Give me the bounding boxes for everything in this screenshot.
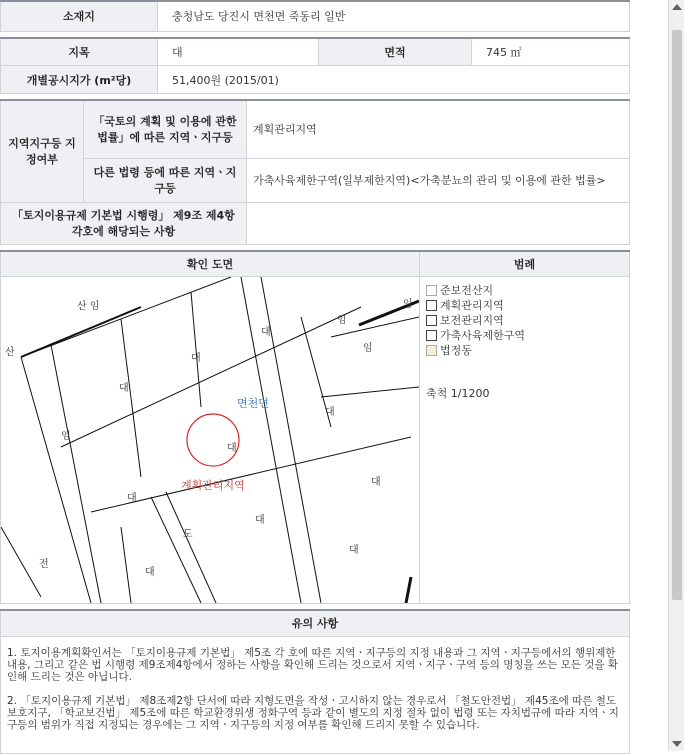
- cadastral-map[interactable]: [1, 277, 420, 604]
- location-table: [0, 0, 630, 32]
- price-value: 51,400원 (2015/01): [158, 66, 630, 94]
- map-label-dae-5: 대: [227, 443, 237, 454]
- legend-swatch-3: [426, 315, 437, 326]
- notice-item-2: 2. 「토지이용규제 기본법」 제8조제2항 단서에 따라 지형도면을 작성ㆍ고시하지 않는 경우로서 「철도안전법」 제45조에 따른 철도보호지구, 「학교보건법」 제5조에 따른 학교환경위생 정화구역 등과 같이 별도의 지정 절차 없이 법령 또는 자치법규에 따라 지역ㆍ지구등의 범위가 직접 지정되는 경우에는 그 지역ㆍ지구등의 지정 여부를 확인해 드리지 못할 수 있습니다.: [7, 694, 619, 731]
- national-law-label: 「국토의 계획 및 이용에 관한 법률」에 따른 지역ㆍ지구등: [84, 100, 247, 158]
- legend-label-4: 가축사육제한구역: [440, 329, 526, 342]
- map-label-dae-10: 대: [349, 545, 359, 556]
- map-label-dae-8: 대: [255, 515, 265, 526]
- map-label-im-right: 임: [363, 343, 373, 354]
- scroll-up-icon[interactable]: [672, 4, 682, 10]
- map-label-dae-6: 대: [371, 477, 381, 488]
- legend-label-5: 법정동: [440, 344, 472, 357]
- legend-label-2: 계획관리지역: [440, 299, 504, 312]
- location-value: 충청남도 당진시 면천면 죽동리 일반: [158, 1, 630, 31]
- legend-panel: [420, 277, 630, 604]
- legend-item-5: [426, 343, 623, 358]
- area-value: 745 ㎡: [472, 38, 630, 66]
- map-scale: 축척 1/1200: [426, 387, 490, 400]
- map-label-dae-3: 대: [119, 383, 129, 394]
- map-label-do: 도: [183, 529, 193, 540]
- legend-swatch-1: [426, 285, 437, 296]
- other-law-label: 다른 법령 등에 따른 지역ㆍ지구등: [84, 158, 247, 202]
- map-label-san: 산: [5, 347, 15, 358]
- map-table: [0, 250, 630, 605]
- map-label-zone: 계획관리지역: [181, 479, 245, 492]
- map-label-dae-2: 대: [191, 353, 201, 364]
- category-value: 대: [158, 38, 319, 66]
- legend-swatch-2: [426, 300, 437, 311]
- price-label: 개별공시지가 (m²당): [1, 66, 158, 94]
- map-label-im-mid: 임: [337, 315, 347, 326]
- map-label-dae-7: 대: [127, 493, 137, 504]
- map-label-san-im: 산 임: [77, 301, 100, 312]
- vertical-scrollbar[interactable]: [668, 0, 684, 751]
- map-label-dong: 면천면: [237, 397, 269, 410]
- scroll-down-icon[interactable]: [672, 741, 682, 747]
- area-label: 면적: [319, 38, 472, 66]
- article-value: [247, 202, 630, 244]
- location-label: 소재지: [1, 1, 158, 31]
- zoning-group-label: 지역지구등 지정여부: [1, 100, 84, 202]
- national-law-value: 계획관리지역: [247, 100, 630, 158]
- legend-item-4: [426, 328, 623, 343]
- map-label-dae-1: 대: [261, 327, 271, 338]
- land-info-table: [0, 37, 630, 95]
- legend-label-1: 준보전산지: [440, 284, 494, 297]
- map-label-dae-9: 대: [145, 567, 155, 578]
- legend-label-3: 보전관리지역: [440, 314, 504, 327]
- map-label-im-top-right: 임: [403, 299, 413, 310]
- zoning-table: [0, 99, 630, 245]
- map-label-dae-4: 대: [325, 407, 335, 418]
- legend-swatch-5: [426, 345, 437, 356]
- legend-item-1: [426, 283, 623, 298]
- notice-item-1: 1. 토지이용계획확인서는 「토지이용규제 기본법」 제5조 각 호에 따른 지역ㆍ지구등의 지정 내용과 그 지역ㆍ지구등에서의 행위제한 내용, 그리고 같은 법 시행령 제9조제4항에서 정하는 사항을 확인해 드리는 것으로서 지역ㆍ지구ㆍ구역 등의 명칭을 쓰는 모든 것을 확인해 드리는 것은 아닙니다.: [7, 646, 619, 683]
- legend-swatch-4: [426, 330, 437, 341]
- category-label: 지목: [1, 38, 158, 66]
- legend-item-2: [426, 298, 623, 313]
- notice-table: [0, 609, 630, 754]
- legend-header: 범례: [420, 251, 630, 277]
- notice-body: [1, 636, 630, 753]
- notice-header: 유의 사항: [1, 610, 630, 636]
- other-law-value: 가축사육제한구역(일부제한지역)<가축분뇨의 관리 및 이용에 관한 법률>: [247, 158, 630, 202]
- scroll-thumb[interactable]: [672, 30, 682, 600]
- map-header: 확인 도면: [1, 251, 420, 277]
- map-label-im-left: 임: [61, 431, 71, 442]
- article-label: 「토지이용규제 기본법 시행령」 제9조 제4항 각호에 해당되는 사항: [1, 202, 247, 244]
- legend-item-3: [426, 313, 623, 328]
- map-label-jeon: 전: [39, 559, 49, 570]
